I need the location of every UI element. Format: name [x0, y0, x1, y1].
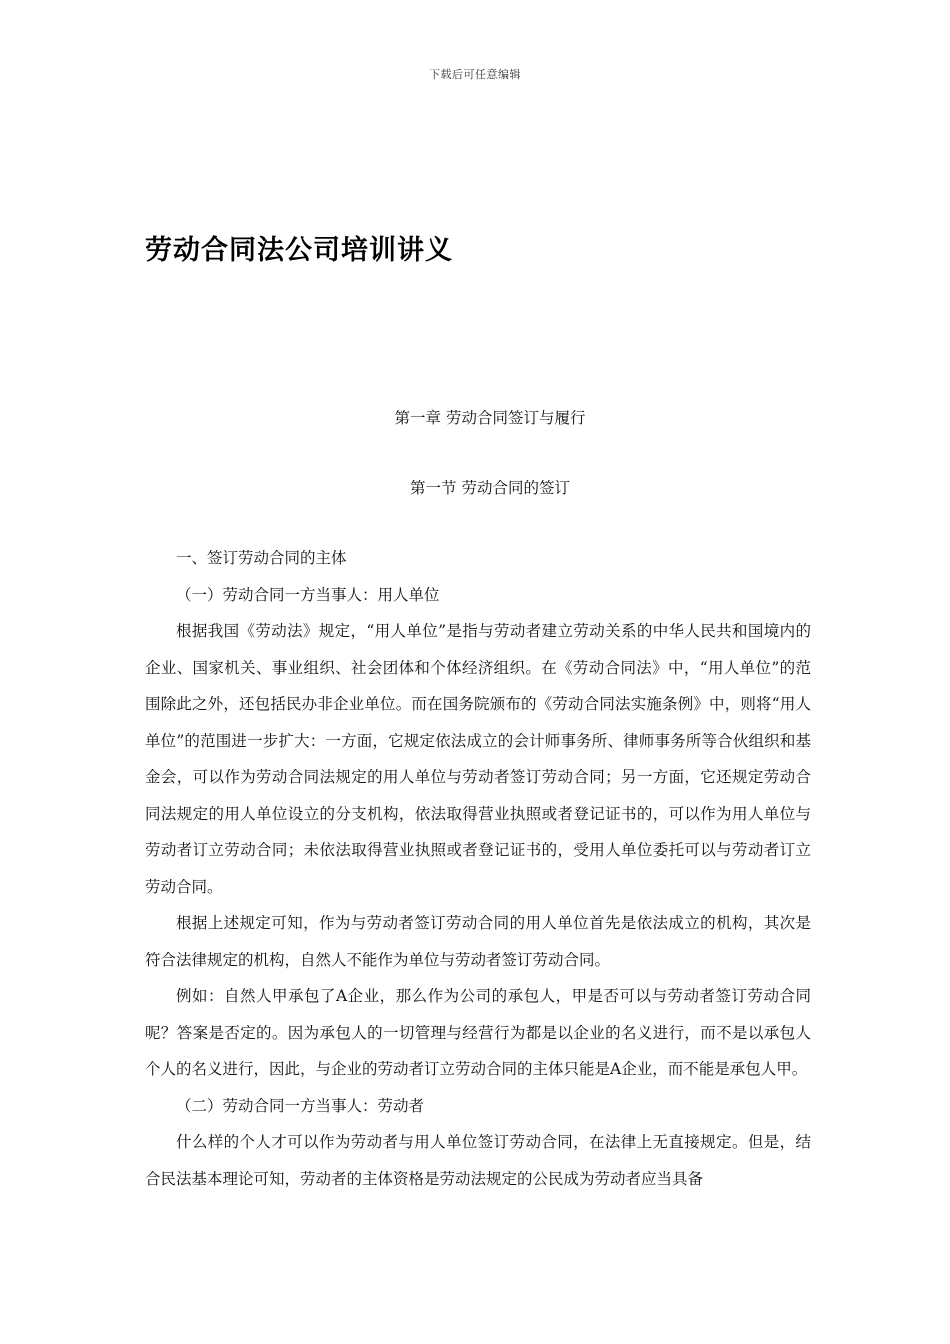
page-header: 下载后可任意编辑	[429, 68, 521, 81]
subheading-worker: （二）劳动合同一方当事人：劳动者	[176, 1096, 425, 1115]
paragraph-example: 例如：自然人甲承包了A企业，那么作为公司的承包人，甲是否可以与劳动者签订劳动合同呢？答案是否定的。因为承包人的一切管理与经营行为都是以企业的名义进行，而不是以承包人个人的名义进行，因此，与企业的劳动者订立劳动合同的主体只能是A企业，而不能是承包人甲。	[145, 987, 811, 1078]
document-body	[145, 540, 811, 1197]
paragraph-employer-definition: 根据我国《劳动法》规定，“用人单位”是指与劳动者建立劳动关系的中华人民共和国境内的企业、国家机关、事业组织、社会团体和个体经济组织。在《劳动合同法》中，“用人单位”的范围除此之外，还包括民办非企业单位。而在国务院颁布的《劳动合同法实施条例》中，则将“用人单位”的范围进一步扩大：一方面，它规定依法成立的会计师事务所、律师事务所等合伙组织和基金会，可以作为劳动合同法规定的用人单位与劳动者签订劳动合同；另一方面，它还规定劳动合同法规定的用人单位设立的分支机构，依法取得营业执照或者登记证书的，可以作为用人单位与劳动者订立劳动合同；未依法取得营业执照或者登记证书的，受用人单位委托可以与劳动者订立劳动合同。	[145, 622, 811, 896]
subheading-subject: 一、签订劳动合同的主体	[176, 549, 347, 567]
subheading-employer: （一）劳动合同一方当事人：用人单位	[176, 585, 440, 604]
paragraph-conclusion: 根据上述规定可知，作为与劳动者签订劳动合同的用人单位首先是依法成立的机构，其次是符合法律规定的机构，自然人不能作为单位与劳动者签订劳动合同。	[145, 914, 811, 969]
document-title: 劳动合同法公司培训讲义	[145, 235, 453, 266]
chapter-heading: 第一章 劳动合同签订与履行	[394, 409, 586, 427]
section-heading: 第一节 劳动合同的签订	[410, 479, 570, 497]
paragraph-worker: 什么样的个人才可以作为劳动者与用人单位签订劳动合同，在法律上无直接规定。但是，结合民法基本理论可知，劳动者的主体资格是劳动法规定的公民成为劳动者应当具备	[145, 1133, 811, 1188]
